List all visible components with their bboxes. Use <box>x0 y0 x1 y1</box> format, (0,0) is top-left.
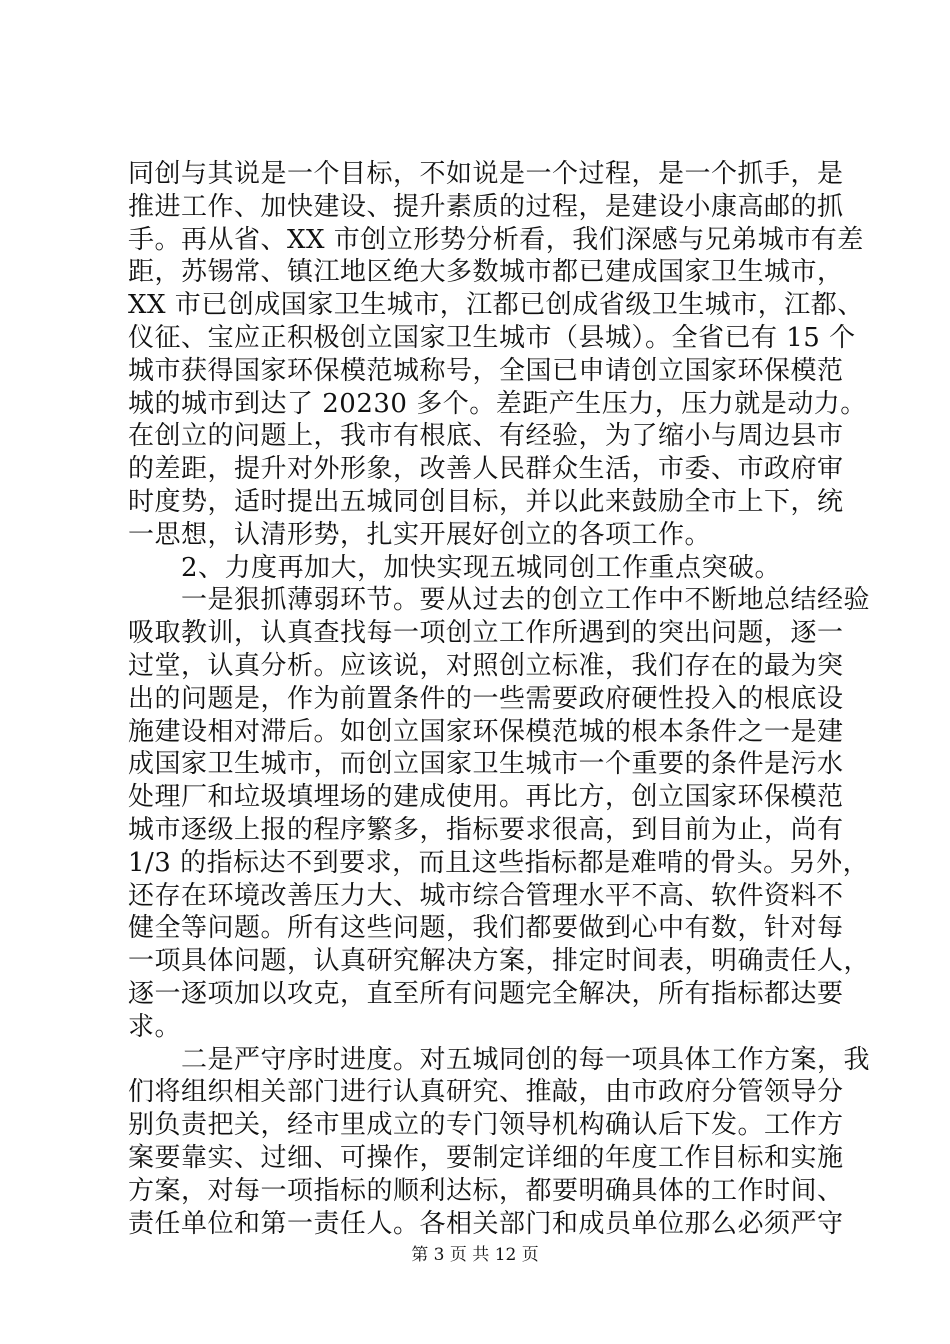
text-line: 吸取教训，认真查找每一项创立工作所遇到的突出问题，逐一 <box>128 618 844 649</box>
text-line: 二是严守序时进度。对五城同创的每一项具体工作方案，我 <box>128 1044 871 1075</box>
text-line: 时度势，适时提出五城同创目标，并以此来鼓励全市上下，统 <box>128 486 844 517</box>
page-number-footer: 第 3 页 共 12 页 <box>411 1245 539 1265</box>
text-line: 一项具体问题，认真研究解决方案，排定时间表，明确责任人， <box>128 946 871 977</box>
text-line: 城市逐级上报的程序繁多，指标要求很高，到目前为止，尚有 <box>128 814 844 845</box>
text-line: 成国家卫生城市，而创立国家卫生城市一个重要的条件是污水 <box>128 749 844 780</box>
text-line: XX 市已创成国家卫生城市，江都已创成省级卫生城市，江都、 <box>128 290 864 321</box>
text-line: 过堂，认真分析。应该说，对照创立标准，我们存在的最为突 <box>128 650 844 681</box>
text-line: 求。 <box>128 1011 182 1042</box>
text-line: 的差距，提升对外形象，改善人民群众生活，市委、市政府审 <box>128 454 844 485</box>
text-line: 施建设相对滞后。如创立国家环保模范城的根本条件之一是建 <box>128 716 844 747</box>
text-line: 健全等问题。所有这些问题，我们都要做到心中有数，针对每 <box>128 913 844 944</box>
text-line: 距，苏锡常、镇江地区绝大多数城市都已建成国家卫生城市， <box>128 257 844 288</box>
text-line: 出的问题是，作为前置条件的一些需要政府硬性投入的根底设 <box>128 683 844 714</box>
text-line: 推进工作、加快建设、提升素质的过程，是建设小康高邮的抓 <box>128 191 844 222</box>
text-line: 一思想，认清形势，扎实开展好创立的各项工作。 <box>128 519 712 550</box>
text-line: 城的城市到达了 20230 多个。差距产生压力，压力就是动力。 <box>128 388 867 419</box>
section-heading: 2、力度再加大，加快实现五城同创工作重点突破。 <box>128 552 782 583</box>
text-line: 仪征、宝应正积极创立国家卫生城市（县城）。全省已有 15 个 <box>128 322 856 353</box>
text-line: 别负责把关，经市里成立的专门领导机构确认后下发。工作方 <box>128 1110 844 1141</box>
text-line: 处理厂和垃圾填埋场的建成使用。再比方，创立国家环保模范 <box>128 782 844 813</box>
text-line: 一是狠抓薄弱环节。要从过去的创立工作中不断地总结经验 <box>128 585 871 616</box>
text-line: 1/3 的指标达不到要求，而且这些指标都是难啃的骨头。另外， <box>128 847 870 878</box>
text-line: 同创与其说是一个目标，不如说是一个过程，是一个抓手，是 <box>128 159 844 189</box>
body-text <box>128 158 871 1240</box>
text-line: 还存在环境改善压力大、城市综合管理水平不高、软件资料不 <box>128 880 844 911</box>
text-line: 责任单位和第一责任人。各相关部门和成员单位那么必须严守 <box>128 1208 844 1239</box>
text-line: 们将组织相关部门进行认真研究、推敲，由市政府分管领导分 <box>128 1077 844 1108</box>
text-line: 在创立的问题上，我市有根底、有经验，为了缩小与周边县市 <box>128 421 844 452</box>
text-line: 城市获得国家环保模范城称号，全国已申请创立国家环保模范 <box>128 355 844 386</box>
text-line: 手。再从省、XX 市创立形势分析看，我们深感与兄弟城市有差 <box>128 224 864 255</box>
text-line: 案要靠实、过细、可操作，要制定详细的年度工作目标和实施 <box>128 1142 844 1173</box>
text-line: 方案，对每一项指标的顺利达标，都要明确具体的工作时间、 <box>128 1175 844 1206</box>
text-line: 逐一逐项加以攻克，直至所有问题完全解决，所有指标都达要 <box>128 978 844 1009</box>
